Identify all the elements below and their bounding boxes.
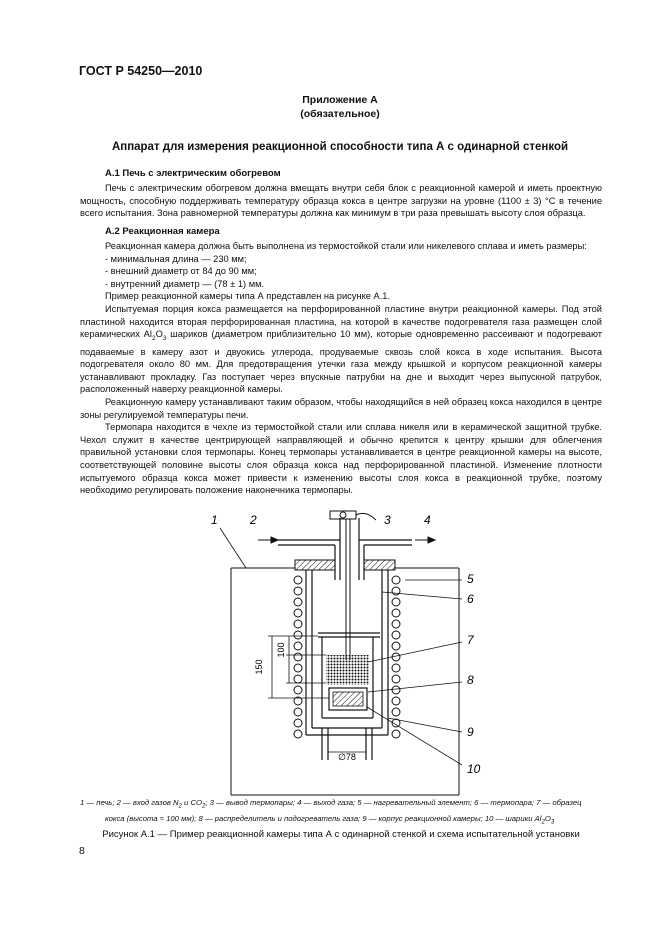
- label-10: 10: [467, 762, 481, 776]
- paragraph-example: Пример реакционной камеры типа А представлен на рисунке А.1.: [105, 291, 391, 302]
- appendix-title: Приложение А: [302, 94, 378, 106]
- label-8: 8: [467, 673, 474, 687]
- figure-legend: 1 — печь; 2 — вход газов $N_2$ и $CO_2$; 3 — вывод термопары; 4 — выход газа; 5 — нагревательный элемент; 6 — термопара; 7 — образец кокса (высота ≈ 100 мм); 8 — распределитель и подогреватель газа; 9 — корпус реакционной камеры; 10 — шарики $Al_2O_3$: [80, 798, 582, 826]
- label-2: 2: [250, 513, 257, 527]
- dimension-100: 100: [276, 642, 286, 658]
- alumina-balls: [333, 692, 363, 706]
- dimension-diameter: ∅78: [338, 752, 356, 762]
- label-7: 7: [467, 633, 474, 647]
- paragraph: Печь с электрическим обогревом должна вмещать внутри себя блок с реакционной камерой и иметь проектную мощность, способную поддерживать температуру образца кокса в центре загрузки на уровне (1100 ± 3) °С в течение всего испытания. Зона равномерной температуры должна как минимум в три раза превышать высоту слоя образца.: [80, 183, 602, 219]
- paragraph-placement: Реакционную камеру устанавливают таким образом, чтобы находящийся в ней образец кокса находился в центре зоны регулируемой температуры печи.: [80, 397, 602, 420]
- figure-caption: Рисунок А.1 — Пример реакционной камеры типа А с одинарной стенкой и схема испытательной установки: [102, 829, 580, 840]
- paragraph-thermocouple: Термопара находится в чехле из термостойкой стали или сплава никеля или в керамической защитной трубке. Чехол служит в качестве центрирующей направляющей и обычно крепится к центру крышки для облегчения правильной установки слоя термопары. Конец термопары устанавливается в центре реакционной камеры на высоте, соответствующей половине высоты слоя образца кокса над перфорированной пластиной. Изменение плотности испытуемого образца кокса может привести к изменению высоты слоя кокса в реакционной трубке, поэтому необходимо регулировать положение наконечника термопары.: [80, 422, 602, 496]
- paragraph-sample: Испытуемая порция кокса размещается на перфорированной пластине внутри реакционной камеры. Под этой пластиной находится вторая перфорированная пластина, на которой в качестве подогревателя газа размещен слой керамических $Al_2O_3$ шариков (диаметром приблизительно 10 мм), которые одновременно рассеивают и подогревают подаваемые в камеру азот и двуокись углерода, продуваемые сквозь слой кокса в ходе испытания. Высота подогревателя около 80 мм. Для предотвращения утечки газа между крышкой и корпусом реакционной камеры устанавливают прокладку. Газ поступает через впускные патрубки на дне и выходит через выпускной патрубок, расположенный наверху реакционной камеры.: [80, 303, 602, 395]
- appendix-status: (обязательное): [300, 108, 380, 120]
- standard-header: ГОСТ Р 54250—2010: [79, 64, 203, 78]
- lid-right: [364, 560, 395, 570]
- thermocouple-head: [330, 511, 376, 660]
- label-3: 3: [384, 513, 391, 527]
- list-item: - внешний диаметр от 84 до 90 мм;: [105, 266, 257, 277]
- main-title: Аппарат для измерения реакционной способности типа А с одинарной стенкой: [111, 141, 569, 153]
- list-item: - минимальная длина — 230 мм;: [105, 253, 247, 264]
- section-a2-heading: А.2 Реакционная камера: [105, 226, 220, 237]
- label-5: 5: [467, 572, 474, 586]
- label-9: 9: [467, 725, 474, 739]
- list-item: - внутренний диаметр — (78 ± 1) мм.: [105, 278, 265, 289]
- page-number: 8: [79, 845, 85, 857]
- dimension-150: 150: [254, 659, 264, 675]
- lid-left: [295, 560, 335, 570]
- label-4: 4: [424, 513, 431, 527]
- leader-lines: [220, 528, 462, 765]
- gas-pipes: [278, 518, 412, 580]
- paragraph: Реакционная камера должна быть выполнена из термостойкой стали или никелевого сплава и иметь размеры:: [105, 241, 587, 251]
- coke-sample: [326, 655, 369, 685]
- label-6: 6: [467, 592, 474, 606]
- section-a1-heading: А.1 Печь с электрическим обогревом: [105, 168, 281, 179]
- label-1: 1: [211, 513, 218, 527]
